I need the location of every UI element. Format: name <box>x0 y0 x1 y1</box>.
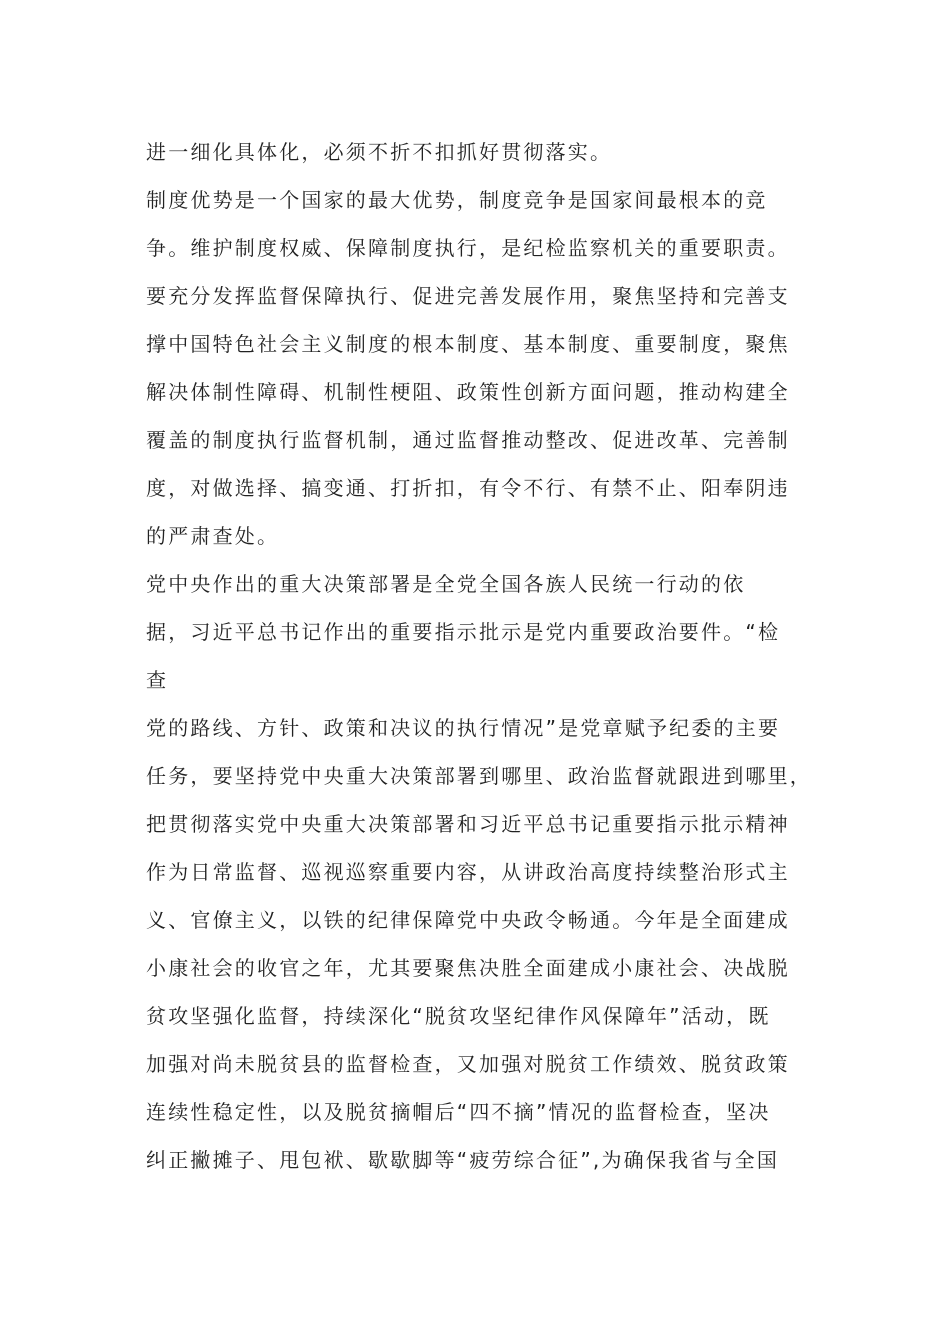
text-line: 贫攻坚强化监督，持续深化“脱贫攻坚纪律作风保障年”活动，既 <box>146 1004 771 1028</box>
text-line: 义、官僚主义，以铁的纪律保障党中央政令畅通。今年是全面建成 <box>146 908 790 932</box>
text-line: 加强对尚未脱贫县的监督检查，又加强对脱贫工作绩效、脱贫政策 <box>146 1052 790 1076</box>
text-line: 进一细化具体化，必须不折不扣抓好贯彻落实。 <box>146 140 613 164</box>
text-line: 作为日常监督、巡视巡察重要内容，从讲政治高度持续整治形式主 <box>146 860 790 884</box>
text-line: 度，对做选择、搞变通、打折扣，有令不行、有禁不止、阳奉阴违 <box>146 476 790 500</box>
text-line: 撑中国特色社会主义制度的根本制度、基本制度、重要制度，聚焦 <box>146 332 790 356</box>
text-line: 争。维护制度权威、保障制度执行，是纪检监察机关的重要职责。 <box>146 236 790 260</box>
text-line: 小康社会的收官之年，尤其要聚焦决胜全面建成小康社会、决战脱 <box>146 956 790 980</box>
text-line: 解决体制性障碍、机制性梗阻、政策性创新方面问题，推动构建全 <box>146 380 790 404</box>
text-line: 党的路线、方针、政策和决议的执行情况”是党章赋予纪委的主要 <box>146 716 781 740</box>
text-line: 纠正撇摊子、甩包袱、歇歇脚等“疲劳综合征”,为确保我省与全国 <box>146 1148 780 1172</box>
text-line: 连续性稳定性，以及脱贫摘帽后“四不摘”情况的监督检查，坚决 <box>146 1100 771 1124</box>
text-line: 覆盖的制度执行监督机制，通过监督推动整改、促进改革、完善制 <box>146 428 790 452</box>
text-line: 要充分发挥监督保障执行、促进完善发展作用，聚焦坚持和完善支 <box>146 284 790 308</box>
text-line: 的严肃查处。 <box>146 524 280 548</box>
document-body <box>146 134 826 1190</box>
text-line: 把贯彻落实党中央重大决策部署和习近平总书记重要指示批示精神 <box>146 812 790 836</box>
text-line: 任务，要坚持党中央重大决策部署到哪里、政治监督就跟进到哪里， <box>146 764 812 788</box>
text-line: 查 <box>146 668 169 692</box>
text-line: 党中央作出的重大决策部署是全党全国各族人民统一行动的依 <box>146 572 746 596</box>
text-line: 据，习近平总书记作出的重要指示批示是党内重要政治要件。“检 <box>146 620 781 644</box>
text-line: 制度优势是一个国家的最大优势，制度竞争是国家间最根本的竞 <box>146 188 768 212</box>
